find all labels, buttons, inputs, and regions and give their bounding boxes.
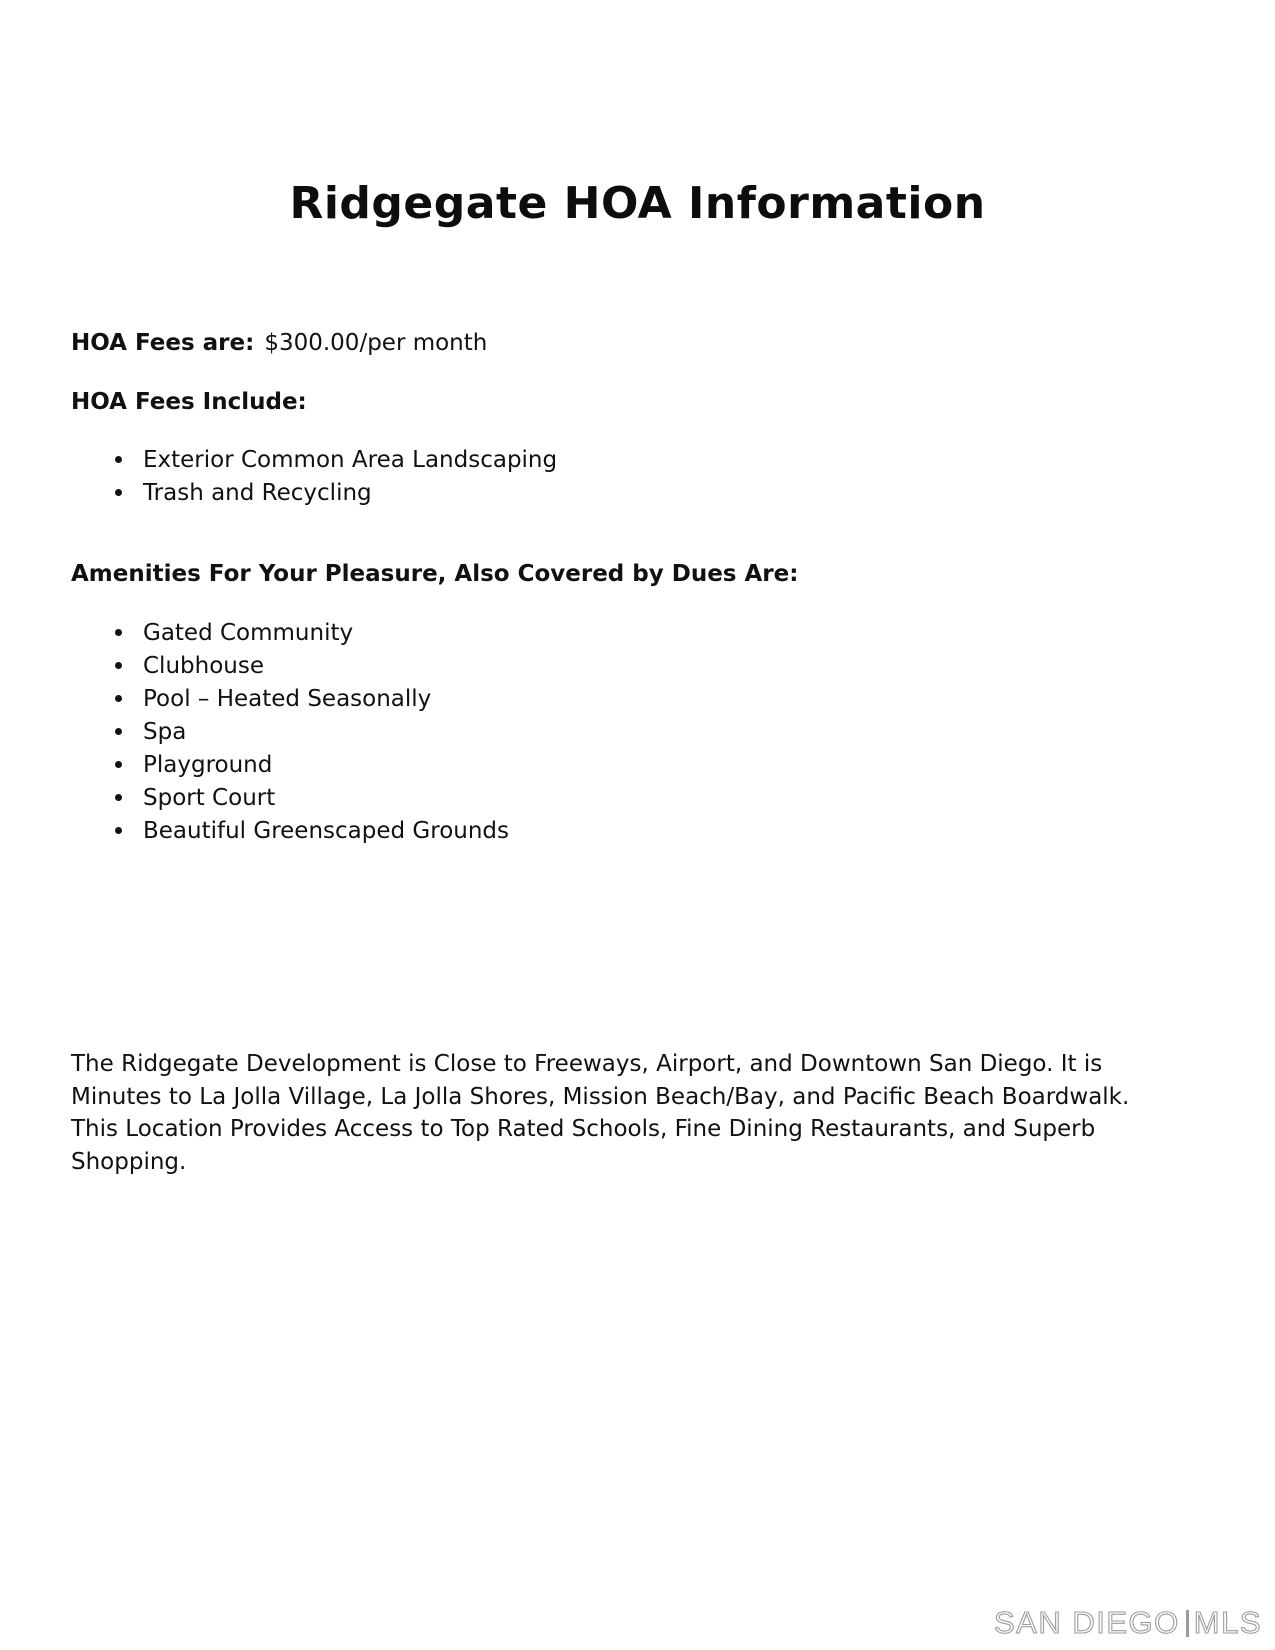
- bullet-icon: [115, 456, 122, 463]
- list-item: [115, 781, 509, 814]
- list-item: [115, 682, 509, 715]
- hoa-fees-line: [71, 330, 487, 356]
- amenities-heading: Amenities For Your Pleasure, Also Covered by Dues Are:: [71, 561, 799, 587]
- bullet-icon: [115, 489, 122, 496]
- list-item-label: Beautiful Greenscaped Grounds: [143, 817, 510, 844]
- list-item-label: Playground: [143, 751, 273, 778]
- bullet-icon: [115, 629, 122, 636]
- list-item: [115, 814, 509, 847]
- watermark-left-text: SAN DIEGO: [993, 1605, 1180, 1640]
- fees-include-list: [115, 443, 557, 509]
- list-item: [115, 649, 509, 682]
- list-item: [115, 715, 509, 748]
- bullet-icon: [115, 827, 122, 834]
- list-item: [115, 616, 509, 649]
- bullet-icon: [115, 662, 122, 669]
- list-item: [115, 443, 557, 476]
- list-item-label: Exterior Common Area Landscaping: [143, 446, 558, 473]
- list-item-label: Clubhouse: [143, 652, 264, 679]
- hoa-fees-value: $300.00/per month: [264, 330, 488, 356]
- bullet-icon: [115, 728, 122, 735]
- list-item-label: Spa: [143, 718, 187, 745]
- san-diego-mls-watermark: [994, 1605, 1262, 1641]
- list-item-label: Pool – Heated Seasonally: [143, 685, 432, 712]
- fees-include-heading: HOA Fees Include:: [71, 389, 307, 415]
- list-item: [115, 748, 509, 781]
- bullet-icon: [115, 794, 122, 801]
- list-item-label: Gated Community: [143, 619, 354, 646]
- watermark-right-text: MLS: [1193, 1605, 1262, 1640]
- amenities-list: [115, 616, 509, 847]
- list-item-label: Sport Court: [143, 784, 276, 811]
- list-item: [115, 476, 557, 509]
- location-description: The Ridgegate Development is Close to Freeways, Airport, and Downtown San Diego. It is Minutes to La Jolla Village, La Jolla Shores, Mission Beach/Bay, and Pacific Beach Boardwalk. This Location Provides Access to Top Rated Schools, Fine Dining Restaurants, and Superb Shopping.: [71, 1051, 1130, 1175]
- list-item-label: Trash and Recycling: [143, 479, 372, 506]
- bullet-icon: [115, 695, 122, 702]
- bullet-icon: [115, 761, 122, 768]
- watermark-divider: [1186, 1610, 1189, 1637]
- hoa-fees-label: HOA Fees are:: [71, 330, 255, 356]
- page-title: Ridgegate HOA Information: [289, 178, 986, 229]
